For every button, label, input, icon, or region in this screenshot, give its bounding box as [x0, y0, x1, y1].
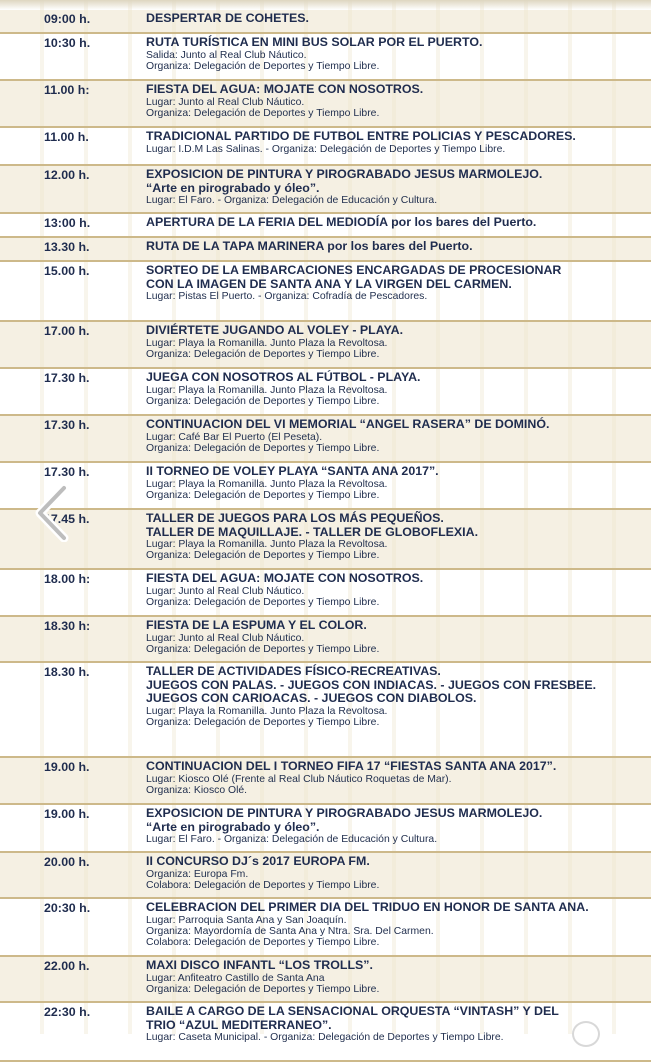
- schedule-row: [0, 34, 651, 81]
- event-title: TRADICIONAL PARTIDO DE FUTBOL ENTRE POLICIAS Y PESCADORES.: [146, 129, 576, 143]
- event-time: 17.30 h.: [44, 465, 90, 479]
- event-title: FIESTA DE LA ESPUMA Y EL COLOR.: [146, 618, 367, 632]
- event-time: 17.30 h.: [44, 418, 90, 432]
- event-details: Lugar: I.D.M Las Salinas. - Organiza: Delegación de Deportes y Tiempo Libre.: [146, 143, 506, 155]
- schedule-row: [0, 214, 651, 238]
- schedule-row: [0, 617, 651, 663]
- event-content: [146, 166, 651, 207]
- event-details: Lugar: Junto al Real Club Náutico. Organiza: Delegación de Deportes y Tiempo Libre.: [146, 96, 380, 119]
- event-content: [146, 758, 651, 797]
- event-content: [146, 322, 651, 361]
- event-time: 22:30 h.: [44, 1005, 91, 1019]
- event-title: TALLER DE ACTIVIDADES FÍSICO-RECREATIVAS. JUEGOS CON PALAS. - JUEGOS CON INDIACAS. - JUEGOS CON FRESBEE. JUEGOS CON CARIOACAS. - JUEGOS CON DIABOLOS.: [146, 664, 597, 705]
- event-title: DESPERTAR DE COHETES.: [146, 11, 309, 25]
- top-band: [0, 0, 651, 10]
- chevron-left-icon[interactable]: [34, 484, 74, 542]
- event-title: TALLER DE JUEGOS PARA LOS MÁS PEQUEÑOS. TALLER DE MAQUILLAJE. - TALLER DE GLOBOFLEXIA.: [146, 511, 479, 539]
- schedule-row: [0, 805, 651, 853]
- event-details: Lugar: El Faro. - Organiza: Delegación de Educación y Cultura.: [146, 834, 438, 845]
- schedule-row: [0, 166, 651, 214]
- schedule-row: [0, 570, 651, 617]
- event-time: 17.30 h.: [44, 371, 90, 385]
- event-details: Lugar: Parroquia Santa Ana y San Joaquín. Organiza: Mayordomía de Santa Ana y Ntra. Sra. Del Carmen. Colabora: Delegación de Deportes y Tiempo Libre.: [146, 914, 434, 948]
- event-time: 12.00 h.: [44, 168, 90, 182]
- schedule-row: [0, 853, 651, 899]
- event-content: [146, 510, 651, 562]
- event-time: 10:30 h.: [44, 36, 91, 50]
- event-time: 09:00 h.: [44, 12, 91, 26]
- event-title: FIESTA DEL AGUA: MOJATE CON NOSOTROS.: [146, 571, 424, 585]
- event-time: 20:30 h.: [44, 901, 91, 915]
- event-content: [146, 214, 651, 231]
- event-time: 13.30 h.: [44, 240, 90, 254]
- event-time: 18.00 h:: [44, 572, 91, 586]
- event-content: [146, 262, 651, 303]
- schedule-row: [0, 663, 651, 758]
- event-content: [146, 369, 651, 408]
- event-content: [146, 663, 651, 729]
- event-title: MAXI DISCO INFANTL “LOS TROLLS”.: [146, 958, 373, 972]
- event-title: APERTURA DE LA FERIA DEL MEDIODÍA por los bares del Puerto.: [146, 215, 537, 229]
- event-details: Lugar: Playa la Romanilla. Junto Plaza la Revoltosa. Organiza: Delegación de Deportes y Tiempo Libre.: [146, 337, 388, 360]
- event-title: II TORNEO DE VOLEY PLAYA “SANTA ANA 2017”.: [146, 464, 439, 478]
- schedule-row: [0, 758, 651, 805]
- schedule-row: [0, 262, 651, 322]
- event-title: RUTA TURÍSTICA EN MINI BUS SOLAR POR EL PUERTO.: [146, 35, 483, 49]
- event-title: RUTA DE LA TAPA MARINERA por los bares del Puerto.: [146, 239, 473, 253]
- event-details: Lugar: Anfiteatro Castillo de Santa Ana Organiza: Delegación de Deportes y Tiempo Libre.: [146, 972, 380, 995]
- schedule-row: [0, 81, 651, 128]
- event-title: FIESTA DEL AGUA: MOJATE CON NOSOTROS.: [146, 82, 424, 96]
- event-title: EXPOSICION DE PINTURA Y PIROGRABADO JESUS MARMOLEJO. “Arte en pirograbado y óleo”.: [146, 167, 543, 195]
- event-time: 19.00 h.: [44, 760, 90, 774]
- event-content: [146, 34, 651, 73]
- event-details: Lugar: El Faro. - Organiza: Delegación de Educación y Cultura.: [146, 195, 438, 206]
- event-time: 19.00 h.: [44, 807, 90, 821]
- event-details: Lugar: Playa la Romanilla. Junto Plaza la Revoltosa. Organiza: Delegación de Deportes y Tiempo Libre.: [146, 478, 388, 501]
- event-content: [146, 853, 651, 892]
- event-title: CONTINUACION DEL I TORNEO FIFA 17 “FIESTAS SANTA ANA 2017”.: [146, 759, 557, 773]
- event-content: [146, 10, 651, 27]
- event-details: Lugar: Kiosco Olé (Frente al Real Club Náutico Roquetas de Mar). Organiza: Kiosco Olé.: [146, 773, 452, 796]
- event-title: DIVIÉRTETE JUGANDO AL VOLEY - PLAYA.: [146, 323, 404, 337]
- event-time: 13:00 h.: [44, 216, 91, 230]
- event-details: Lugar: Junto al Real Club Náutico. Organiza: Delegación de Deportes y Tiempo Libre.: [146, 632, 380, 655]
- event-time: 17.45 h.: [44, 512, 90, 526]
- event-content: [146, 238, 651, 255]
- event-time: 20.00 h.: [44, 855, 90, 869]
- schedule-list: [0, 10, 651, 1062]
- event-time: 17.00 h.: [44, 324, 90, 338]
- event-time: 22.00 h.: [44, 959, 90, 973]
- event-title: JUEGA CON NOSOTROS AL FÚTBOL - PLAYA.: [146, 370, 421, 384]
- event-details: Lugar: Playa la Romanilla. Junto Plaza la Revoltosa. Organiza: Delegación de Deportes y Tiempo Libre.: [146, 539, 388, 561]
- event-content: [146, 416, 651, 455]
- event-title: SORTEO DE LA EMBARCACIONES ENCARGADAS DE PROCESIONAR CON LA IMAGEN DE SANTA ANA Y LA VIRGEN DEL CARMEN.: [146, 263, 562, 291]
- scroll-indicator-icon[interactable]: [572, 1021, 600, 1047]
- event-content: [146, 957, 651, 996]
- schedule-row: [0, 238, 651, 262]
- schedule-row: [0, 463, 651, 510]
- event-details: Salida: Junto al Real Club Náutico. Organiza: Delegación de Deportes y Tiempo Libre.: [146, 49, 380, 72]
- schedule-row: [0, 1003, 651, 1062]
- event-content: [146, 570, 651, 609]
- event-details: Lugar: Playa la Romanilla. Junto Plaza la Revoltosa. Organiza: Delegación de Deportes y Tiempo Libre.: [146, 384, 388, 407]
- event-time: 15.00 h.: [44, 264, 90, 278]
- event-content: [146, 81, 651, 120]
- schedule-row: [0, 510, 651, 570]
- event-details: Lugar: Caseta Municipal. - Organiza: Delegación de Deportes y Tiempo Libre.: [146, 1032, 504, 1043]
- event-time: 18.30 h.: [44, 665, 90, 679]
- event-time: 18.30 h:: [44, 619, 91, 633]
- event-details: Lugar: Playa la Romanilla. Junto Plaza la Revoltosa. Organiza: Delegación de Deportes y Tiempo Libre.: [146, 705, 388, 728]
- schedule-row: [0, 128, 651, 166]
- event-details: Lugar: Junto al Real Club Náutico. Organiza: Delegación de Deportes y Tiempo Libre.: [146, 585, 380, 608]
- event-title: BAILE A CARGO DE LA SENSACIONAL ORQUESTA “VINTASH” Y DEL TRIO “AZUL MEDITERRANEO”.: [146, 1004, 559, 1032]
- schedule-row: [0, 369, 651, 416]
- event-title: CELEBRACION DEL PRIMER DIA DEL TRIDUO EN HONOR DE SANTA ANA.: [146, 900, 589, 914]
- schedule-row: [0, 899, 651, 957]
- event-title: EXPOSICION DE PINTURA Y PIROGRABADO JESUS MARMOLEJO. “Arte en pirograbado y óleo”.: [146, 806, 543, 834]
- schedule-row: [0, 957, 651, 1003]
- schedule-row: [0, 322, 651, 369]
- schedule-row: [0, 10, 651, 34]
- event-title: II CONCURSO DJ´s 2017 EUROPA FM.: [146, 854, 370, 868]
- event-time: 11.00 h.: [44, 130, 89, 144]
- event-title: CONTINUACION DEL VI MEMORIAL “ANGEL RASERA” DE DOMINÓ.: [146, 417, 550, 431]
- event-details: Lugar: Café Bar El Puerto (El Peseta). Organiza: Delegación de Deportes y Tiempo Libre.: [146, 431, 380, 454]
- event-content: [146, 805, 651, 846]
- event-content: [146, 617, 651, 656]
- event-content: [146, 463, 651, 502]
- schedule-row: [0, 416, 651, 463]
- event-content: [146, 899, 651, 949]
- event-time: 11.00 h:: [44, 83, 90, 97]
- event-content: [146, 128, 651, 156]
- event-details: Lugar: Pistas El Puerto. - Organiza: Cofradía de Pescadores.: [146, 291, 428, 302]
- event-details: Organiza: Europa Fm. Colabora: Delegación de Deportes y Tiempo Libre.: [146, 868, 380, 891]
